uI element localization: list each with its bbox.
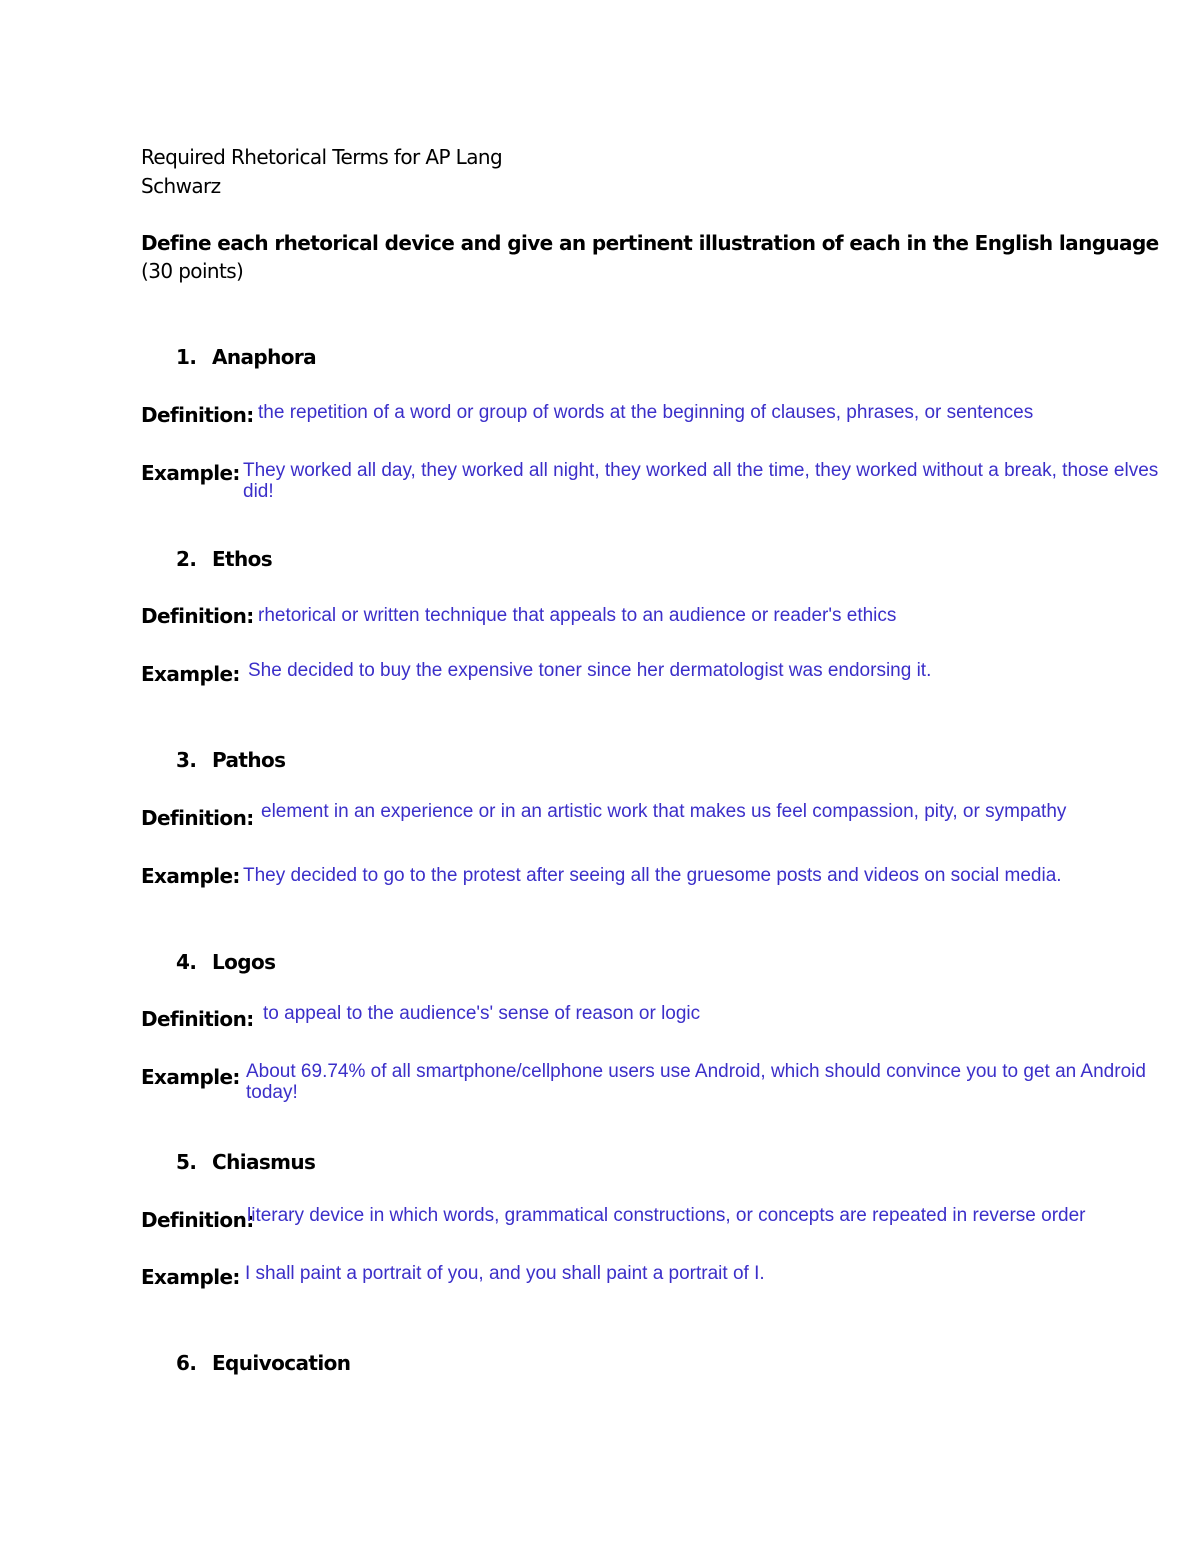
term-heading-chiasmus: [176, 1150, 315, 1174]
term-name: Pathos: [212, 748, 286, 772]
example-label: Example:: [141, 461, 240, 485]
definition-label: Definition:: [141, 1007, 254, 1031]
example-label: Example:: [141, 1265, 240, 1289]
instructions: Define each rhetorical device and give an pertinent illustration of each in the English language: [141, 231, 1159, 255]
example-label: Example:: [141, 1065, 240, 1089]
term-heading-ethos: [176, 547, 272, 571]
term-number: 3.: [176, 748, 197, 772]
definition-label: Definition:: [141, 403, 254, 427]
term-name: Logos: [212, 950, 276, 974]
definition-answer-logos[interactable]: to appeal to the audience's' sense of reason or logic: [263, 1003, 701, 1024]
term-number: 1.: [176, 345, 197, 369]
example-answer-ethos[interactable]: She decided to buy the expensive toner since her dermatologist was endorsing it.: [248, 660, 932, 681]
document-title: Required Rhetorical Terms for AP Lang: [141, 145, 503, 169]
definition-label: Definition:: [141, 1208, 254, 1232]
example-answer-pathos[interactable]: They decided to go to the protest after seeing all the gruesome posts and videos on social media.: [243, 865, 1062, 886]
term-heading-anaphora: [176, 345, 316, 369]
example-answer-logos[interactable]: About 69.74% of all smartphone/cellphone users use Android, which should convince you to get an Android today!: [246, 1061, 1146, 1103]
example-answer-chiasmus[interactable]: I shall paint a portrait of you, and you shall paint a portrait of I.: [245, 1263, 765, 1284]
term-number: 2.: [176, 547, 197, 571]
term-number: 4.: [176, 950, 197, 974]
term-heading-pathos: [176, 748, 285, 772]
term-name: Equivocation: [212, 1351, 351, 1375]
term-number: 5.: [176, 1150, 197, 1174]
definition-answer-ethos[interactable]: rhetorical or written technique that appeals to an audience or reader's ethics: [258, 605, 897, 626]
points: (30 points): [141, 259, 244, 283]
definition-answer-pathos[interactable]: element in an experience or in an artistic work that makes us feel compassion, pity, or sympathy: [261, 801, 1067, 822]
document-author: Schwarz: [141, 174, 221, 198]
term-heading-logos: [176, 950, 275, 974]
term-name: Anaphora: [212, 345, 317, 369]
definition-answer-chiasmus[interactable]: literary device in which words, grammatical constructions, or concepts are repeated in reverse order: [247, 1205, 1086, 1226]
definition-answer-anaphora[interactable]: the repetition of a word or group of words at the beginning of clauses, phrases, or sentences: [258, 402, 1034, 423]
term-name: Ethos: [212, 547, 273, 571]
definition-label: Definition:: [141, 806, 254, 830]
term-number: 6.: [176, 1351, 197, 1375]
term-heading-equivocation: [176, 1351, 350, 1375]
example-answer-anaphora[interactable]: They worked all day, they worked all night, they worked all the time, they worked without a break, those elves did!: [243, 460, 1159, 502]
definition-label: Definition:: [141, 604, 254, 628]
example-label: Example:: [141, 864, 240, 888]
example-label: Example:: [141, 662, 240, 686]
term-name: Chiasmus: [212, 1150, 316, 1174]
